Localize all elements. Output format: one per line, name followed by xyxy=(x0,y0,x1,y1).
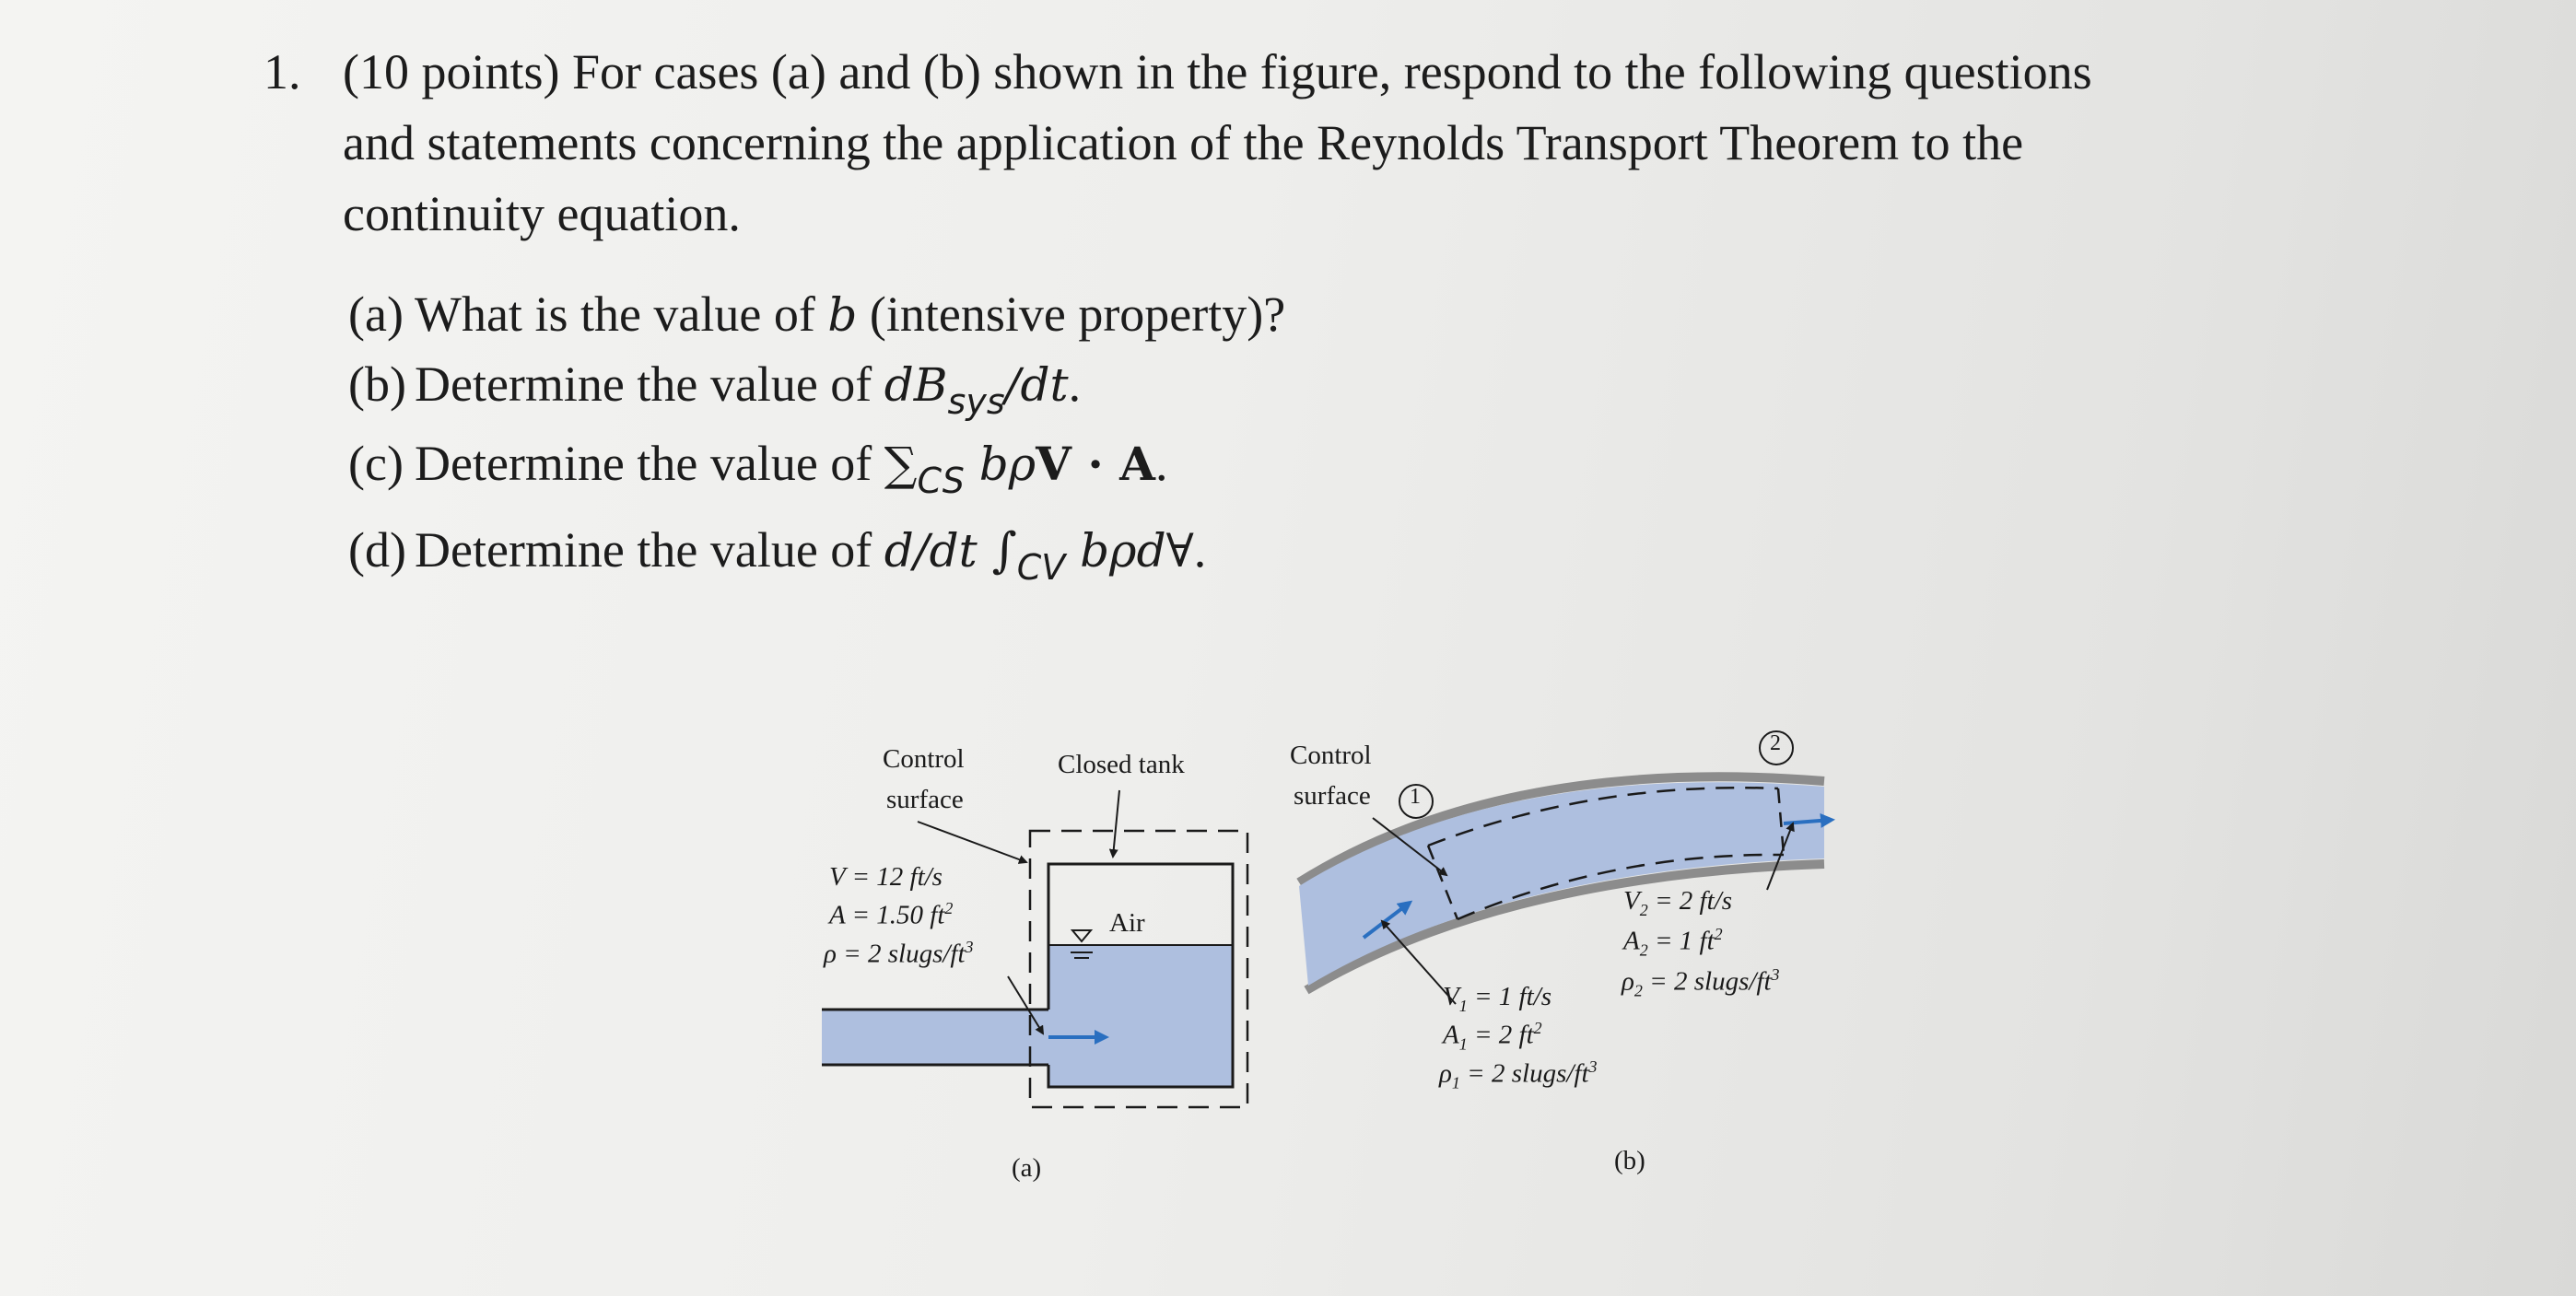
label-velocity-1: $V_1 = 1$ ft/s xyxy=(1443,982,1551,1015)
label-area-2: $A_2 = 1$ $ft^2$ xyxy=(1623,925,1723,960)
problem-stem xyxy=(343,37,2305,250)
caption-b: (b) xyxy=(1614,1146,1645,1175)
label-velocity-a: V = 12 ft/s xyxy=(829,862,943,892)
stem-line-3: continuity equation. xyxy=(343,186,741,241)
label-control-b: Control xyxy=(1290,741,1372,770)
label-area-1: $A_1 = 2$ $ft^2$ xyxy=(1443,1019,1542,1054)
label-surface-a: surface xyxy=(886,785,964,814)
free-surface-icon xyxy=(1072,930,1091,941)
label-area-a: A = 1.50 $ft^2$ xyxy=(829,899,954,930)
label-closed-tank: Closed tank xyxy=(1058,750,1185,779)
label-velocity-2: $V_2 = 2$ ft/s xyxy=(1623,886,1732,919)
label-air: Air xyxy=(1109,908,1145,938)
label-density-1: $\rho_1 = 2$ slugs/$ft^3$ xyxy=(1439,1057,1598,1092)
case-b-drawing xyxy=(1299,731,1832,1004)
label-control-a: Control xyxy=(883,744,965,774)
label-density-a: ρ = 2 slugs/$ft^3$ xyxy=(824,938,974,969)
caption-a: (a) xyxy=(1012,1153,1042,1183)
stem-line-1: (10 points) For cases (a) and (b) shown in the figure, respond to the following questions xyxy=(343,44,2092,99)
problem-number: 1. xyxy=(263,44,301,99)
part-d: (d) Determine the value of d/dt $\int_{CV}$ bρd∀. xyxy=(348,522,1207,588)
part-c: (c) Determine the value of $\sum_{CS}$ bρV · A. xyxy=(348,436,1168,501)
part-b: (b) Determine the value of $dB_{sys}/dt$. xyxy=(348,356,1082,422)
station-1-label: 1 xyxy=(1410,785,1421,809)
label-density-2: $\rho_2 = 2$ slugs/$ft^3$ xyxy=(1622,965,1780,1000)
stem-line-2: and statements concerning the application of the Reynolds Transport Theorem to the xyxy=(343,115,2024,170)
station-2-label: 2 xyxy=(1770,731,1781,755)
part-a: (a) What is the value of b (intensive property)? xyxy=(348,286,1286,342)
label-surface-b: surface xyxy=(1294,781,1371,811)
tank-liquid xyxy=(1048,945,1233,1087)
inlet-pipe-fluid xyxy=(822,1010,1069,1065)
figure xyxy=(802,728,1870,1207)
